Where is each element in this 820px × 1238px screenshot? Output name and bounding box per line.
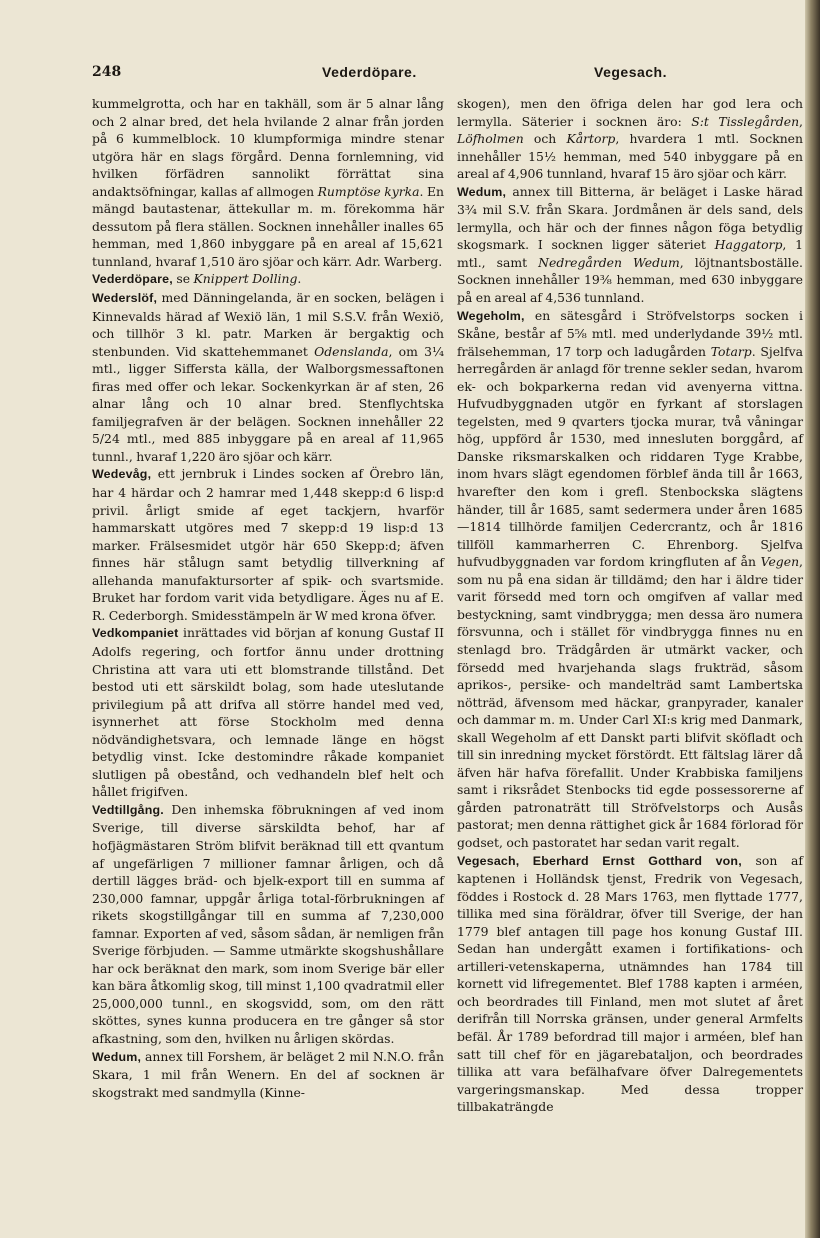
entry-text: annex till Bitterna, är beläget i Laske härad 3¾ mil S.V. från Skara. Jordmånen är dels sand, dels lermylla, och här och der finnes någon föga betydlig skogsmark. I socknen ligger säteriet [457,183,803,253]
entry-text: , löjtnantsboställe. Socknen innehåller 19⅜ hemman, med 630 inbyggare på en areal af 4,536 tunnland. [457,254,803,306]
entry-text: kummelgrotta, och har en takhäll, som är 5 alnar lång och 2 alnar bred, det hela hvilande 2 alnar från jorden på 6 kummelblock. 10 klumpformiga mindre stenar utgöra här en slags förgård. Denna fornlemning, vid hvilken förfädren sannolikt förrättat sina andaktsöfningar, kallas af allmogen [92,96,444,199]
italic-term: Knippert Dolling [193,271,298,287]
running-head-right: Vegesach. [594,64,667,80]
entry-text: Den inhemska föbrukningen af ved inom Sverige, till diverse särskildta behof, har af hofjägmästaren Ström blifvit beräknad till ett qvantum af ungefärligen 7 millioner famnar årligen, och då dertill lägges bräd- och bjelk-export till en summa af 230,000 famnar, uppgår årliga total-förbrukningen af rikets skogstillgångar till en summa af 7,230,000 famnar. Exporten af ved, såsom sådan, är nemligen från Sverige förbjuden. — Samme utmärkte skogshushållare har ock beräknat den mark, som inom Sverige bär eller kan bära åtkomlig skog, till minst 1,100 qvadratmil eller 25,000,000 tunnl., en skogsvidd, som, om den rätt sköttes, synes kunna producera en tre gånger så stor afkastning, som den, hvilken nu årligen skördas. [92,801,444,1046]
article-entry [92,1048,444,1102]
entry-text: och [523,131,567,147]
entry-text: . [297,271,302,287]
right-column [457,95,803,1116]
article-entry [457,852,803,1116]
page-number: 248 [92,64,122,80]
article-entry [92,270,444,289]
italic-term: Odenslanda [314,343,389,359]
entry-text: se [172,271,194,287]
page-edge-shadow [805,0,820,1238]
entry-headword: Wegeholm, [457,308,525,323]
italic-term: S:t Tisslegården [691,113,800,129]
italic-term: Vegen [760,554,800,570]
article-entry [457,95,803,183]
running-head-left: Vederdöpare. [322,64,417,80]
article-entry [92,95,444,270]
italic-term: Nedregården Wedum [538,254,680,270]
entry-text: son af kaptenen i Holländsk tjenst, Fredrik von Vegesach, föddes i Rostock d. 28 Mars 1763, men flyttade 1777, tillika med sina föräldrar, öfver till Sverige, der han 1779 blef antagen till page hos konung Gustaf III. Sedan han undergått examen i fortifikations- och artilleri-vetenskaperna, utnämndes han 1784 till kornett vid lifregementet. Blef 1788 kapten i arméen, och beordrades till Finland, men mot slutet af året derifrån till Norrska gränsen, under general Armfelts befäl. År 1789 befordrad till major i arméen, blef han satt till chef för en jägarebataljon, och beordrades tillika att vara befälhafvare öfver Dalregementets vargeringsmanskap. Med dessa tropper tillbakaträngde [457,852,803,1115]
entry-text: , som nu på ena sidan är tilldämd; den har i äldre tider varit försedd med torn och omgifven af vallar med bestyckning, samt vindbrygga; men dessa äro numera försvunna, och i stället för vindbrygga finnes nu en stenlagd bro. Trädgården är utmärkt vacker, och försedd med hvarjehanda slags frukträd, såsom aprikos-, persike- och mandelträd samt Lambertska nötträd, äfvensom med häckar, granpyrader, kanaler och dammar m. m. Under Carl XI:s krig med Danmark, skall Wegeholm af ett Danskt parti blifvit sköfladt och till sin inredning mycket förstördt. Ett fältslag lärer då äfven här hafva förefallit. Under Krabbiska familjens samt i riksrådet Stenbocks tid egde possessorerne af gården patronaträtt till Ströfvelstorps och Ausås pastorat; men denna rättighet gick år 1684 förlorad för godset, och pastoratet har sedan varit regalt. [457,554,803,850]
left-column [92,95,444,1101]
entry-headword: Wedevåg, [92,467,152,482]
article-entry [457,183,803,307]
italic-term: Haggatorp [714,237,783,253]
italic-term: Totarp [710,343,752,359]
entry-text: , om 3¼ mtl., ligger Siffersta källa, der Walborgsmessaftonen firas med offer och lekar. Sockenkyrkan är af sten, 26 alnar lång och 10 alnar bred. Stenflychtska familjegrafven är der belägen. Socknen innehåller 22 5/24 mtl., med 885 inbyggare på en areal af 11,965 tunnl., hvaraf 1,220 äro sjöar och kärr. [92,343,444,464]
article-entry [92,289,444,465]
entry-headword: Wedum, [92,1049,142,1064]
italic-term: Rumptöse kyrka [317,183,420,199]
entry-text: inrättades vid början af konung Gustaf II Adolfs regering, och fortfor ännu under drottning Christina att vara uti ett blomstrande tillstånd. Det bestod uti ett särskildt bolag, som hade uteslutande privilegium på att drifva all större handel med ved, isynnerhet att förse Stockholm med denna nödvändighetsvara, och lemnade länge en högst betydlig vinst. Icke destomindre råkade kompaniet slutligen på obestånd, och vedhandeln blef helt och hållet frigifven. [92,625,444,800]
page-header [92,64,802,88]
italic-term: Löfholmen [457,131,524,147]
entry-text: , 1 mtl., samt [457,237,804,270]
entry-text: , hvardera 1 mtl. Socknen innehåller 15½ hemman, med 540 inbyggare på en areal af 4,906 tunnland, hvaraf 15 äro sjöar och kärr. [457,131,803,182]
entry-text: annex till Forshem, är beläget 2 mil N.N.O. från Skara, 1 mil från Wenern. En del af socknen är skogstrakt med sandmylla (Kinne- [92,1048,444,1100]
entry-text: . En mängd bautastenar, ättekullar m. m. förekomma här dessutom på flera ställen. Socknen innehåller inalles 65 hemman, med 1,860 inbyggare på en areal af 15,621 tunnland, hvaraf 1,510 äro sjöar och kärr. Adr. Warberg. [92,183,445,269]
entry-headword: Vegesach, Eberhard Ernst Gotthard von, [457,853,742,868]
entry-text: med Dänningelanda, är en socken, belägen i Kinnevalds härad af Wexiö län, 1 mil S.S.V. från Wexiö, och tillhör 3 kl. patr. Marken är bergaktig och stenbunden. Vid skattehemmanet [92,290,444,359]
article-entry [92,801,444,1048]
entry-headword: Wederslöf, [92,291,158,306]
entry-text: en sätesgård i Ströfvelstorps socken i Skåne, består af 5⅝ mtl. med underlydande 39½ mtl. frälsehemman, 17 torp och ladugården [457,307,803,359]
article-entry [92,465,444,624]
italic-term: Kårtorp [566,131,616,147]
entry-headword: Vedkompaniet [92,626,179,641]
article-entry [92,624,444,800]
entry-text: . Sjelfva herregården är anlagd för trenne sekler sedan, hvarom ek- och bokparkerna redan vid avenyerna vittna. Hufvudbyggnaden utgör en fyrkant af storslagen tegelsten, med 9 qvarters tjocka murar, två våningar hög, uppförd år 1530, med innesluten borggård, af Danske riksmarskalken och riddaren Tyge Krabbe, inom hvars slägt egendomen förblef ända till år 1663, hvarefter den kom i grefl. Stenbockska slägtens händer, till år 1685, samt sedermera under åren 1685—1814 tillhörde familjen Cedercrantz, och år 1816 tillföll kammarherren C. Ehrenborg. Sjelfva hufvudbyggnaden var fordom kringfluten af ån [457,343,803,570]
entry-text: , [799,113,803,129]
entry-headword: Vedtillgång. [92,802,164,817]
article-entry [457,307,803,852]
entry-text: ett jernbruk i Lindes socken af Örebro län, har 4 härdar och 2 hamrar med 1,448 skepp:d 6 lisp:d privil. årligt smide af eget tackjern, hvarför hammarskatt utgöres med 7 skepp:d 19 lisp:d 13 marker. Frälsesmidet utgör här 650 Skepp:d; äfven finnes här stålugn samt betydlig tillverkning af allehanda manufaktursorter af spik- och svartsmide. Bruket har fordom varit vida betydligare. Äges nu af E. R. Cederborgh. Smidesstämpeln är W med krona öfver. [92,466,444,623]
entry-headword: Vederdöpare, [92,272,173,287]
entry-headword: Wedum, [457,184,507,199]
entry-text: skogen), men den öfriga delen har god lera och lermylla. Säterier i socknen äro: [457,96,803,129]
